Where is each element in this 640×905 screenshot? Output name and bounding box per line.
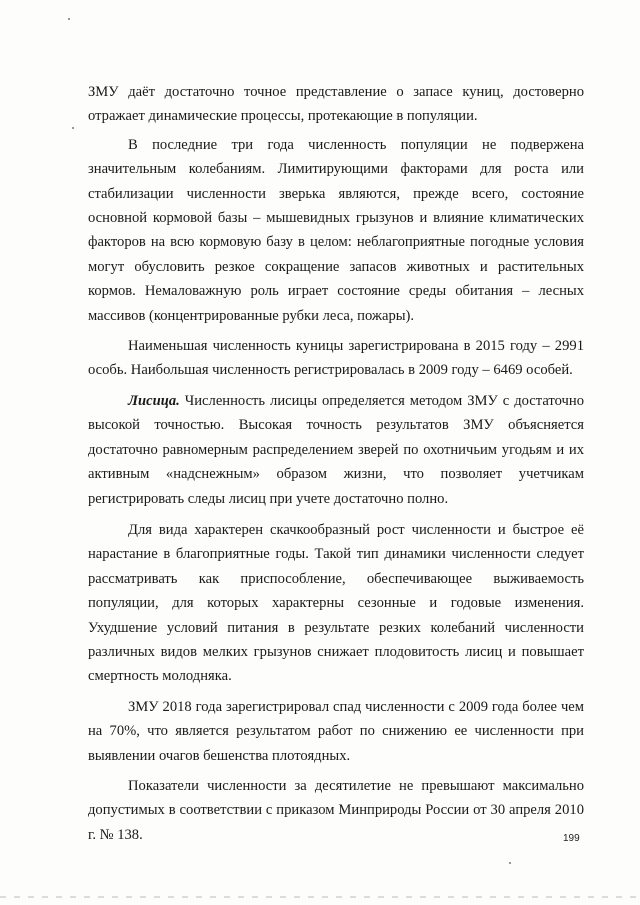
paragraph-marten-population-extremes: Наименьшая численность куницы зарегистрирована в 2015 году – 2991 особь. Наибольшая численность регистрировалась в 2009 году – 6469 особей.: [88, 338, 584, 379]
scan-speck: [72, 127, 74, 129]
fox-heading: Лисица.: [128, 392, 180, 409]
page-number: 199: [563, 833, 580, 844]
paragraph-fox-dynamics: Для вида характерен скачкообразный рост численности и быстрое её нарастание в благоприятные годы. Такой тип динамики численности следует рассматривать как приспособление, обеспечивающее выживаемость популяции, для которых характерны сезонные и годовые изменения. Ухудшение условий питания в результате резких колебаний численности различных видов мелких грызунов снижает плодовитость лисиц и повышает смертность молодняка.: [88, 521, 584, 685]
document-body: [88, 80, 584, 847]
paragraph-decade-indicators: Показатели численности за десятилетие не превышают максимально допустимых в соответствии с приказом Минприроды России от 30 апреля 2010 г. № 138.: [88, 777, 584, 843]
paragraph-fox-decline-2018: ЗМУ 2018 года зарегистрировал спад численности с 2009 года более чем на 70%, что является результатом работ по снижению ее численности при выявлении очагов бешенства плотоядных.: [88, 698, 584, 764]
paragraph-fox-accuracy: [88, 389, 584, 511]
scan-speck: [68, 18, 70, 20]
scan-bottom-edge: [0, 896, 640, 898]
scan-speck: [509, 862, 511, 864]
paragraph-marten-accuracy: ЗМУ даёт достаточно точное представление о запасе куниц, достоверно отражает динамические процессы, протекающие в популяции.: [88, 84, 584, 125]
paragraph-marten-limiting-factors: В последние три года численность популяции не подвержена значительным колебаниям. Лимитирующими факторами для роста или стабилизации численности зверька являются, прежде всего, состояние основной кормовой базы – мышевидных грызунов и влияние климатических факторов на всю кормовую базу в целом: неблагоприятные погодные условия могут обусловить резкое сокращение запасов животных и растительных кормов. Немаловажную роль играет состояние среды обитания – лесных массивов (концентрированные рубки леса, пожары).: [88, 136, 584, 324]
fox-text: Численность лисицы определяется методом ЗМУ с достаточно высокой точностью. Высокая точность результатов ЗМУ объясняется достаточно равномерным распределением зверей по охотничьим угодьям и их активным «надснежным» образом жизни, что позволяет учетчикам регистрировать следы лисиц при учете достаточно полно.: [88, 392, 584, 507]
